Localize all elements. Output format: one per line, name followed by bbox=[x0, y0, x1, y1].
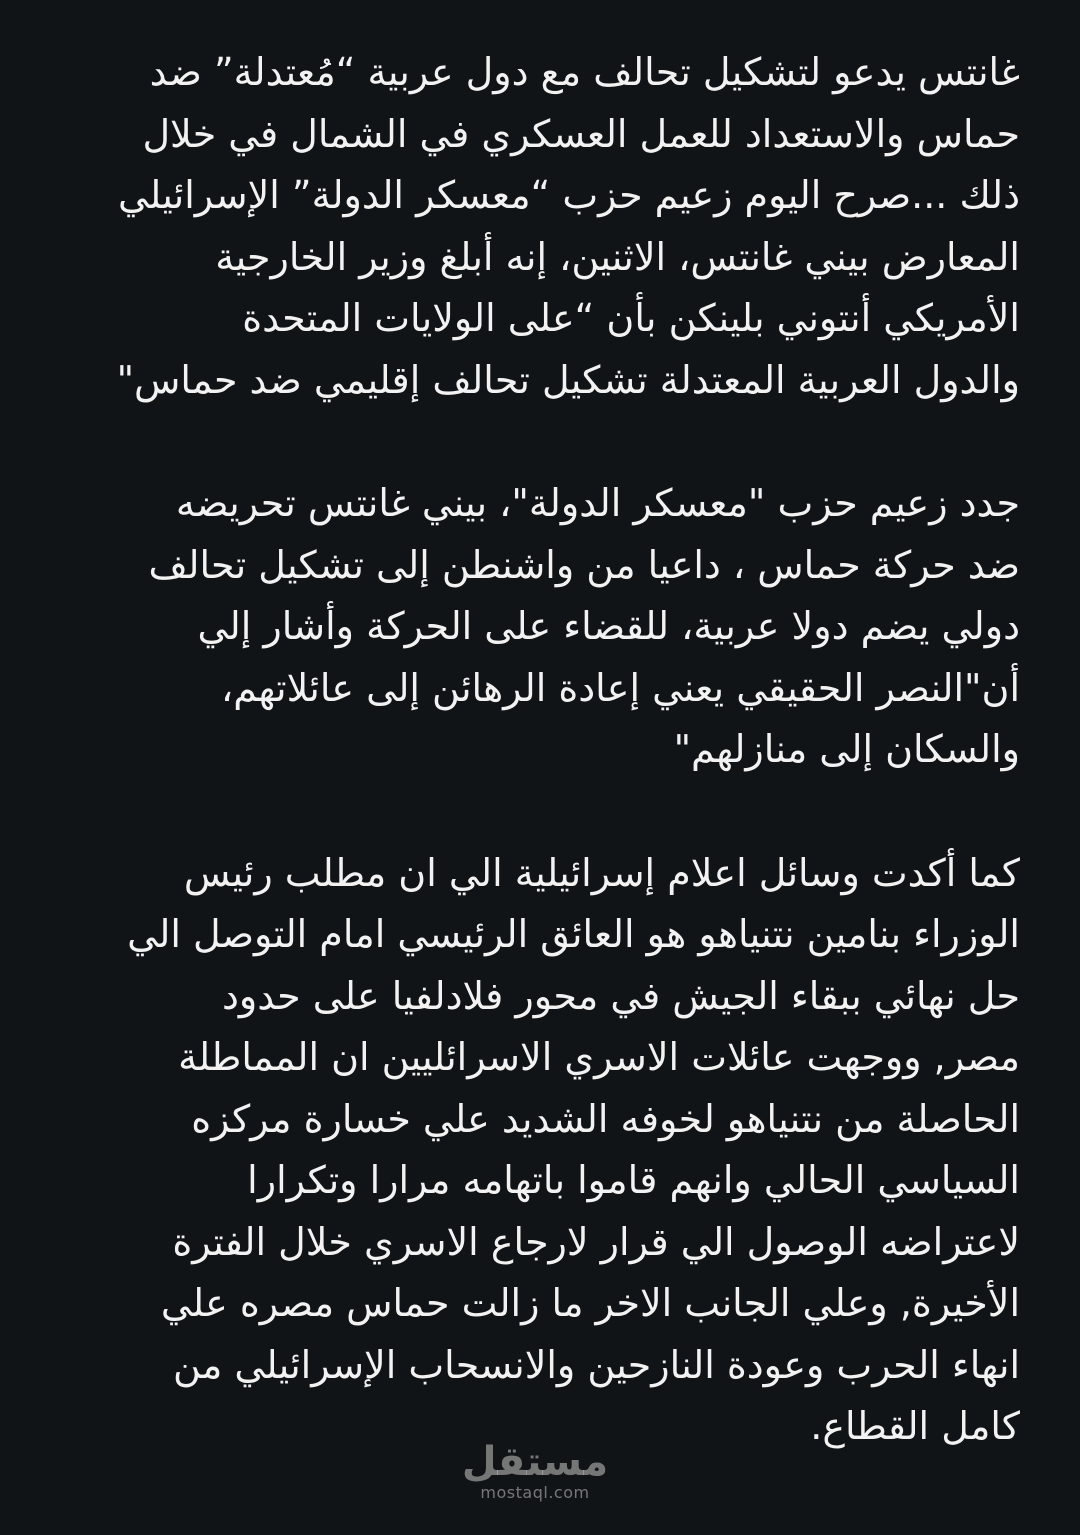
paragraph-2: جدد زعيم حزب "معسكر الدولة"، بيني غانتس تحريضه ضد حركة حماس ، داعيا من واشنطن إلى تشكيل تحالف دولي يضم دولا عربية، للقضاء على الحركة وأشار إلي أن"النصر الحقيقي يعني إعادة الرهائن إلى عائلاتهم، والسكان إلى منازلهم" bbox=[148, 481, 1020, 771]
paragraph-3: كما أكدت وسائل اعلام إسرائيلية الي ان مطلب رئيس الوزراء بنامين نتنياهو هو العائق الرئيسي امام التوصل الي حل نهائي ببقاء الجيش في محور فلادلفيا على حدود مصر, ووجهت عائلات الاسري الاسرائليين ان المماطلة الحاصلة من نتنياهو لخوفه الشديد علي خسارة مركزه السياسي الحالي وانهم قاموا باتهامه مرارا وتكرارا لاعتراضه الوصول الي قرار لارجاع الاسري خلال الفترة الأخيرة, وعلي الجانب الاخر ما زالت حماس مصره علي انهاء الحرب وعودة النازحين والانسحاب الإسرائيلي من كامل القطاع. bbox=[127, 850, 1020, 1448]
paragraph-1: غانتس يدعو لتشكيل تحالف مع دول عربية “مُعتدلة” ضد حماس والاستعداد للعمل العسكري في الشمال في خلال ذلك ...صرح اليوم زعيم حزب “معسكر الدولة” الإسرائيلي المعارض بيني غانتس، الاثنين، إنه أبلغ وزير الخارجية الأمريكي أنتوني بلينكن بأن “على الولايات المتحدة والدول العربية المعتدلة تشكيل تحالف إقليمي ضد حماس" bbox=[116, 50, 1020, 402]
watermark-url: mostaql.com bbox=[480, 1483, 590, 1502]
article-body bbox=[48, 42, 1020, 1458]
watermark-logo: مستقل bbox=[461, 1439, 609, 1485]
